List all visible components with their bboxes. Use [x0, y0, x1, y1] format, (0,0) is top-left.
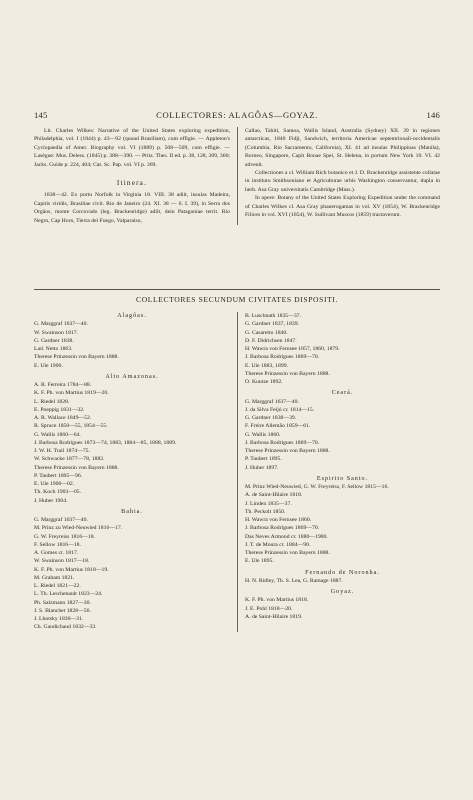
region-heading: Ceará.	[331, 390, 354, 397]
collector-entry: J. Linden 1835—37.	[245, 500, 292, 507]
collector-entry: Therese Prinzessin von Bayern 1888.	[34, 464, 119, 471]
collector-entry: J. Huber 1897.	[245, 464, 279, 471]
collector-entry: E. Ule 1895.	[245, 558, 274, 565]
section-title: COLLECTORES SECUNDUM CIVITATES DISPOSITI.	[136, 295, 338, 304]
collector-entry: L. Th. Leschenault 1823—24.	[34, 591, 103, 598]
collector-entry: H. N. Ridley, Th. S. Lea, G. Ramage 1887.	[245, 577, 343, 584]
collector-entry: Th. Peckolt 1850.	[245, 508, 286, 515]
collector-entry: G. Gardner 1837, 1839.	[245, 321, 300, 328]
collector-entry: J. S. Blanchet 1828—56.	[34, 607, 91, 614]
collections-paragraph: Collectiones a cl. William Rich botanico et J. D. Brackenridge assistente collatae in instituto Smithsoniano et Agriculturae urbis Washington conservantur, dupla in herb. Asa Gray universitatis Cambridge (Mass.).	[245, 170, 440, 193]
collector-entry: H. Wawra von Fernsee 1860.	[245, 517, 312, 523]
running-head	[34, 110, 440, 120]
collector-entry: G. Wallis 1860.	[245, 431, 281, 438]
collector-entry: L. Riedel 1821—22.	[34, 583, 81, 589]
collector-entry: W. Swainson 1817—18.	[34, 558, 90, 565]
section-divider	[34, 289, 440, 290]
collector-entry: W. Schwacke 1877—78, 1882.	[34, 456, 105, 463]
collector-entry: J. Barbosa Rodrigues 1869—70.	[245, 525, 320, 532]
collector-entry: H. Wawra von Fernsee 1857, 1860, 1879.	[245, 346, 340, 352]
itinera-heading: Itinera.	[116, 179, 148, 188]
collector-entry: A. de Saint-Hilaire 1819.	[245, 613, 303, 620]
collector-entry: P. Taubert 1895—96.	[34, 472, 83, 479]
collector-entry: G. Wallis 1860—64.	[34, 431, 81, 438]
collector-entry: Therese Prinzessin von Bayern 1888.	[245, 370, 330, 377]
collector-entry: K. F. Ph. von Martius 1818—19.	[34, 566, 109, 573]
region-heading: Fernando de Noronha.	[305, 569, 380, 576]
collector-entry: L. Riedel 1828.	[34, 398, 70, 405]
collector-entry: J. da Silva Feijó cr. 1814—15.	[245, 406, 315, 413]
collector-entry: Ph. Salzmann 1827—30.	[34, 599, 91, 606]
collector-entry: K. F. Ph. von Martius 1819—20.	[34, 390, 109, 397]
collector-entry: G. Gardner 1838—39.	[245, 415, 297, 421]
collector-entry: G. Marggraf 1637—40.	[245, 398, 299, 405]
collector-entry: E. Ule 1883, 1899.	[245, 362, 288, 369]
collector-entry: R. Spruce 1850—55, 1854—55.	[34, 423, 108, 430]
collector-entry: A. R. Ferreira 1784—88.	[34, 382, 92, 388]
collector-entry: J. Barbosa Rodrigues 1869—70.	[245, 439, 320, 446]
collector-entry: Therese Prinzessin von Bayern 1888.	[34, 354, 119, 361]
collector-entry: Das Neves Armond cr. 1880—1900.	[245, 533, 328, 540]
collector-entry: G. Casaretto 1840.	[245, 329, 288, 336]
collector-entry: O. Kuntze 1892.	[245, 379, 283, 385]
collector-entry: W. Swainson 1817.	[34, 329, 79, 336]
biography-left-column	[34, 127, 237, 225]
collector-entry: Therese Prinzessin von Bayern 1888.	[245, 448, 330, 454]
collectors-left-column	[34, 312, 237, 632]
collector-entry: A. de Saint-Hilaire 1818.	[245, 492, 303, 499]
collector-entry: P. Taubert 1895.	[245, 456, 282, 463]
collector-entry: M. Prinz Wied-Neuwied, G. W. Freyreiss, F. Sellow 1815—16.	[245, 484, 389, 490]
page-number-left: 145	[34, 110, 48, 120]
collector-entry: Therese Prinzessin von Bayern 1888.	[245, 550, 330, 556]
collector-entry: J. Lhotsky 1830—31.	[34, 616, 84, 622]
collector-entry: E. Poeppig 1831—32.	[34, 406, 85, 413]
collector-entry: G. Marggraf 1637—40.	[34, 517, 88, 523]
literature-paragraph: Lit. Charles Wilkes: Narrative of the United States exploring expedition, Philadelphia, vol. I (1844) p. 43—92 (quoad Brasiliam), cum effigie. — Appleton's Cyclopaedia of Amer. Biography vol. VI (1889) p. 508—509, cum effigie. — Lasègue: Mus. Deless. (1845) p. 388—390. — Pritz. Thes. II ed. p. 38, 128, 309, 360; Jacks. Guide p. 224, 404; Cat. Sc. Pap. vol. VI p. 369.	[34, 128, 230, 168]
collector-entry: M. Prinz zu Wied-Neuwied 1816—17.	[34, 525, 123, 532]
collector-entry: J. Barbosa Rodrigues 1869—70.	[245, 354, 320, 361]
collector-entry: A. R. Wallace 1849—52.	[34, 415, 92, 421]
biography-right-column	[237, 127, 440, 225]
collector-entry: Th. Koch 1903—05.	[34, 489, 82, 496]
region-heading: Espirito Santo.	[316, 475, 369, 482]
collector-entry: J. W. H. Trail 1874—75.	[34, 448, 90, 454]
biography-section	[34, 127, 440, 225]
region-heading: Alto Amazonas.	[105, 373, 159, 380]
publication-paragraph: In opere: Botany of the United States Exploring Expedition under the command of Charles Wilkes cl. Asa Gray phanerogamas in vol. XV (1854), W. Brackenridge Filices in vol. XVI (1854), W. Sullivant Muscos (1859) tractaverunt.	[245, 195, 440, 219]
collector-entry: Ch. Gaudichaud 1832—33.	[34, 624, 97, 631]
collector-entry: G. W. Freyreiss 1816—18.	[34, 533, 95, 540]
collector-entry: F. Sellow 1816—18.	[34, 541, 81, 548]
collector-entry: J. Barbosa Rodrigues 1873—74, 1883, 1884—85, 1888, 1889.	[34, 439, 177, 446]
region-heading: Alagôas.	[117, 313, 147, 319]
itinerary-paragraph: 1838—42. Ex portu Norfolk in Virginia 18. VIII. 38 adiit, insulas Madeira, Capitis viridis, Brasiliae civit. Rio de Janeiro (24. XI. 38 — 6. I. 39), in Serra dos Orgâos, monte Corcovado (leg. Brackenridge) adiit, dein Patagoniae territ. Rio Negro, Cap Horn, Tierra del Fuego, Valparaiso,	[34, 192, 230, 224]
collector-entry: K. F. Ph. von Martius 1818.	[245, 597, 309, 604]
running-title: COLLECTORES: ALAGÔAS—GOYAZ.	[156, 110, 318, 120]
collectors-right-column	[237, 312, 440, 632]
collector-entry: M. Graham 1821.	[34, 574, 75, 581]
collector-entry: J. Huber 1904.	[34, 497, 68, 504]
collector-entry: B. Luschnath 1835—37.	[245, 313, 301, 319]
collector-entry: A. Gomes cr. 1817.	[34, 550, 79, 556]
collector-entry: J. T. de Moura cr. 1884—90.	[245, 541, 311, 548]
collector-entry: E. Ule 1900.	[34, 362, 63, 369]
region-heading: Bahia.	[121, 508, 143, 515]
collector-entry: Lad. Netto 1863.	[34, 346, 73, 352]
collectors-list	[34, 312, 440, 632]
collector-entry: G. Gardner 1838.	[34, 337, 74, 344]
collector-entry: J. E. Pohl 1818—20.	[245, 605, 293, 612]
itinerary-continuation: Callao, Tahiti, Samoa, Wallis Island, Australia (Sydney) XII. 39 in regiones antarcticas, 1840 Fidji, Sandwich, territoria Americae septentrionali-occidentalis (Columbia, Rio Sacramento, California), XI. 41 ad insulas Philippinas (Manila), Borneo, Singapore, Capit Bonae Spei, St. Helena, in portum New York 10. VI. 42 advenit.	[245, 128, 440, 168]
collector-entry: E. Ule 1900—02.	[34, 481, 75, 487]
collector-entry: D. F. Didrichsen 1847.	[245, 337, 297, 344]
collector-entry: G. Marggraf 1637—40.	[34, 321, 88, 328]
collector-entry: F. Freire Allemão 1859—61.	[245, 423, 311, 430]
region-heading: Goyaz.	[330, 589, 355, 595]
page-number-right: 146	[426, 110, 440, 120]
